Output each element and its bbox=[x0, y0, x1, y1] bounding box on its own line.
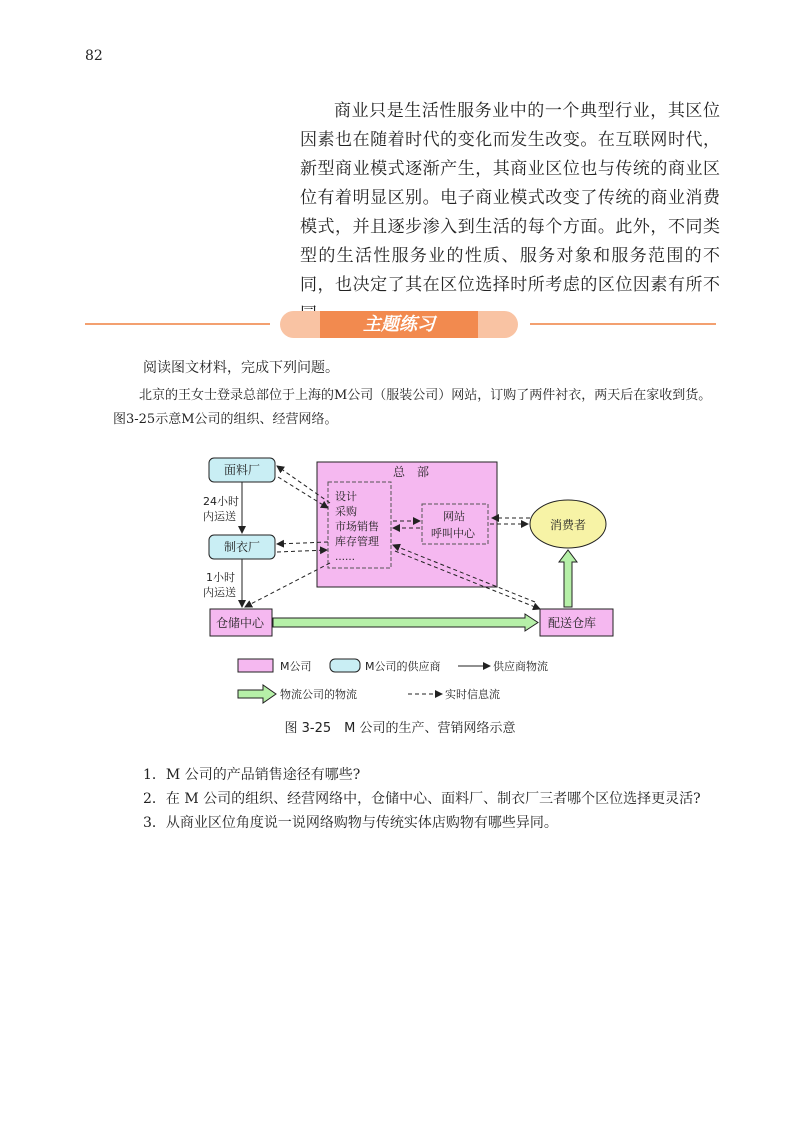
legend-supplier-label: M公司的供应商 bbox=[365, 660, 441, 673]
legend-m-company-label: M公司 bbox=[280, 660, 312, 673]
intro-section bbox=[300, 97, 720, 329]
question-number: 3． bbox=[143, 815, 166, 831]
intro-paragraph: 商业只是生活性服务业中的一个典型行业，其区位因素也在随着时代的变化而发生改变。在互联网时代，新型商业模式逐渐产生，其商业区位也与传统的商业区位有着明显区别。电子商业模式改变了传统的商业消费模式，并且逐步渗入到生活的每个方面。此外，不同类型的生活性服务业的性质、服务对象和服务范围的不同，也决定了其在区位选择时所考虑的区位因素有所不 bbox=[300, 101, 720, 295]
section-rule-left bbox=[85, 323, 270, 325]
headquarters-label: 总 部 bbox=[393, 465, 430, 479]
legend-info-flow-label: 实时信息流 bbox=[445, 688, 500, 701]
consumer-label: 消费者 bbox=[550, 518, 587, 532]
page-number: 82 bbox=[85, 48, 103, 64]
legend-logistics-label: 物流公司的物流 bbox=[280, 688, 357, 701]
logistics-arrow-warehouse-to-distribution bbox=[273, 614, 538, 631]
section-title: 主题练习 bbox=[363, 314, 435, 335]
question-item bbox=[143, 787, 701, 811]
legend-m-company-swatch bbox=[238, 659, 273, 672]
question-number: 1． bbox=[143, 767, 166, 783]
question-item bbox=[143, 811, 701, 835]
section-rule-right bbox=[530, 323, 716, 325]
website-label: 网站 bbox=[443, 510, 465, 523]
logistics-arrow-distribution-to-consumer bbox=[559, 550, 577, 607]
question-item bbox=[143, 763, 701, 787]
question-text: 在 M 公司的组织、经营网络中，仓储中心、面料厂、制衣厂三者哪个区位选择更灵活? bbox=[165, 791, 701, 807]
hq-function: 设计 bbox=[335, 490, 357, 503]
hq-function: 采购 bbox=[335, 505, 357, 518]
section-banner bbox=[280, 311, 518, 338]
fabric-transport-label: 内运送 bbox=[203, 510, 236, 523]
network-diagram bbox=[195, 450, 625, 710]
material-section bbox=[113, 384, 723, 432]
instruction-text: 阅读图文材料，完成下列问题。 bbox=[143, 360, 339, 376]
warehouse-center-label: 仓储中心 bbox=[216, 616, 265, 630]
garment-factory-label: 制衣厂 bbox=[224, 540, 261, 554]
call-center-label: 呼叫中心 bbox=[431, 527, 475, 540]
fabric-transport-label: 24小时 bbox=[203, 495, 239, 508]
figure-caption: 图 3-25 M 公司的生产、营销网络示意 bbox=[284, 721, 516, 736]
legend-supplier-swatch bbox=[330, 659, 360, 672]
hq-function: …… bbox=[335, 552, 355, 563]
question-number: 2． bbox=[143, 791, 166, 807]
garment-transport-label: 1小时 bbox=[206, 571, 235, 584]
distribution-warehouse-label: 配送仓库 bbox=[548, 616, 597, 630]
legend-logistics-swatch bbox=[238, 685, 276, 703]
legend-supplier-logistics-label: 供应商物流 bbox=[493, 660, 548, 673]
hq-function: 库存管理 bbox=[335, 535, 379, 548]
material-text: 北京的王女士登录总部位于上海的M公司（服装公司）网站，订购了两件衬衣，两天后在家收到货。图3-25示意M公司的组织、经营网络。 bbox=[113, 388, 712, 427]
hq-function: 市场销售 bbox=[335, 520, 379, 533]
question-text: 从商业区位角度说一说网络购物与传统实体店购物有哪些异同。 bbox=[165, 815, 558, 831]
question-text: M 公司的产品销售途径有哪些? bbox=[165, 767, 361, 783]
question-list bbox=[143, 763, 701, 835]
garment-transport-label: 内运送 bbox=[203, 586, 236, 599]
fabric-factory-label: 面料厂 bbox=[224, 463, 261, 477]
